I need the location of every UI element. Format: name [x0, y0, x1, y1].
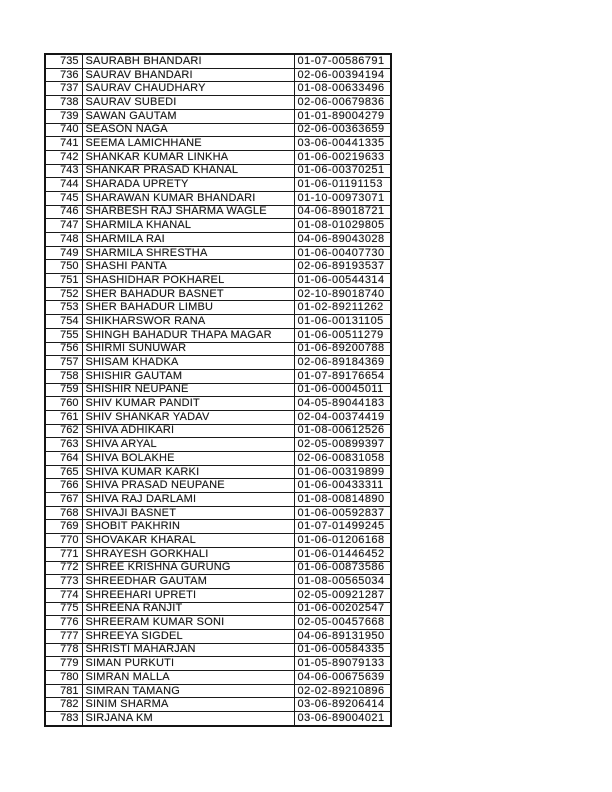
serial-number-cell: 768: [45, 506, 82, 520]
serial-number-cell: 737: [45, 82, 82, 96]
serial-number-cell: 780: [45, 671, 82, 685]
account-number-cell: 01-07-00586791: [294, 54, 391, 68]
table-row: [45, 164, 391, 178]
account-number-cell: 01-06-00202547: [294, 602, 391, 616]
name-cell: SHIV KUMAR PANDIT: [82, 397, 294, 411]
account-number-cell: 02-06-00363659: [294, 123, 391, 137]
name-cell: SHARBESH RAJ SHARMA WAGLE: [82, 205, 294, 219]
account-number-cell: 01-06-00873586: [294, 561, 391, 575]
name-cell: SHARMILA SHRESTHA: [82, 246, 294, 260]
name-cell: SHREEYA SIGDEL: [82, 629, 294, 643]
account-number-cell: 01-06-01191153: [294, 178, 391, 192]
table-row: [45, 150, 391, 164]
account-number-cell: 04-05-89044183: [294, 397, 391, 411]
account-number-cell: 01-06-00131105: [294, 315, 391, 329]
name-cell: SAURABH BHANDARI: [82, 54, 294, 68]
table-row: [45, 465, 391, 479]
account-number-cell: 01-01-89004279: [294, 109, 391, 123]
account-number-cell: 02-06-89184369: [294, 356, 391, 370]
serial-number-cell: 772: [45, 561, 82, 575]
serial-number-cell: 767: [45, 493, 82, 507]
serial-number-cell: 783: [45, 712, 82, 726]
serial-number-cell: 771: [45, 547, 82, 561]
serial-number-cell: 774: [45, 588, 82, 602]
table-row: [45, 588, 391, 602]
name-cell: SEEMA LAMICHHANE: [82, 137, 294, 151]
table-row: [45, 205, 391, 219]
table-row: [45, 356, 391, 370]
table-row: [45, 629, 391, 643]
serial-number-cell: 752: [45, 287, 82, 301]
name-cell: SIMRAN TAMANG: [82, 684, 294, 698]
serial-number-cell: 758: [45, 369, 82, 383]
name-cell: SHISHIR NEUPANE: [82, 383, 294, 397]
name-cell: SIMRAN MALLA: [82, 671, 294, 685]
table-row: [45, 123, 391, 137]
serial-number-cell: 743: [45, 164, 82, 178]
name-cell: SHOBIT PAKHRIN: [82, 520, 294, 534]
table-row: [45, 397, 391, 411]
table-row: [45, 424, 391, 438]
account-number-cell: 01-06-00433311: [294, 479, 391, 493]
serial-number-cell: 779: [45, 657, 82, 671]
name-cell: SHANKAR KUMAR LINKHA: [82, 150, 294, 164]
account-number-cell: 01-06-00045011: [294, 383, 391, 397]
table-row: [45, 684, 391, 698]
table-row: [45, 520, 391, 534]
account-number-cell: 01-06-00370251: [294, 164, 391, 178]
account-number-cell: 03-06-89004021: [294, 712, 391, 726]
name-cell: SHRISTI MAHARJAN: [82, 643, 294, 657]
serial-number-cell: 756: [45, 342, 82, 356]
name-cell: SHIVA BOLAKHE: [82, 452, 294, 466]
name-cell: SHIVA ARYAL: [82, 438, 294, 452]
table-row: [45, 96, 391, 110]
serial-number-cell: 762: [45, 424, 82, 438]
table-row: [45, 178, 391, 192]
account-number-cell: 04-06-89131950: [294, 629, 391, 643]
table-row: [45, 534, 391, 548]
name-cell: SAWAN GAUTAM: [82, 109, 294, 123]
name-cell: SIRJANA KM: [82, 712, 294, 726]
serial-number-cell: 770: [45, 534, 82, 548]
table-row: [45, 602, 391, 616]
serial-number-cell: 781: [45, 684, 82, 698]
serial-number-cell: 740: [45, 123, 82, 137]
serial-number-cell: 766: [45, 479, 82, 493]
serial-number-cell: 753: [45, 301, 82, 315]
serial-number-cell: 738: [45, 96, 82, 110]
account-number-cell: 01-10-00973071: [294, 191, 391, 205]
account-number-cell: 02-10-89018740: [294, 287, 391, 301]
account-number-cell: 02-05-00921287: [294, 588, 391, 602]
table-row: [45, 383, 391, 397]
table-row: [45, 698, 391, 712]
name-cell: SHASHI PANTA: [82, 260, 294, 274]
table-row: [45, 671, 391, 685]
table-row: [45, 68, 391, 82]
table-row: [45, 493, 391, 507]
roster-table-body: [45, 54, 391, 726]
table-row: [45, 82, 391, 96]
name-cell: SHARMILA KHANAL: [82, 219, 294, 233]
account-number-cell: 02-05-00899397: [294, 438, 391, 452]
name-cell: SHIVAJI BASNET: [82, 506, 294, 520]
serial-number-cell: 765: [45, 465, 82, 479]
serial-number-cell: 747: [45, 219, 82, 233]
serial-number-cell: 775: [45, 602, 82, 616]
account-number-cell: 01-08-01029805: [294, 219, 391, 233]
serial-number-cell: 776: [45, 616, 82, 630]
name-cell: SHIVA RAJ DARLAMI: [82, 493, 294, 507]
table-row: [45, 410, 391, 424]
account-number-cell: 01-06-00319899: [294, 465, 391, 479]
account-number-cell: 02-05-00457668: [294, 616, 391, 630]
table-row: [45, 109, 391, 123]
account-number-cell: 04-06-00675639: [294, 671, 391, 685]
table-row: [45, 342, 391, 356]
name-cell: SHIVA PRASAD NEUPANE: [82, 479, 294, 493]
serial-number-cell: 741: [45, 137, 82, 151]
serial-number-cell: 769: [45, 520, 82, 534]
name-cell: SHASHIDHAR POKHAREL: [82, 274, 294, 288]
table-row: [45, 233, 391, 247]
account-number-cell: 02-06-89193537: [294, 260, 391, 274]
account-number-cell: 01-08-00814890: [294, 493, 391, 507]
serial-number-cell: 782: [45, 698, 82, 712]
table-row: [45, 657, 391, 671]
name-cell: SEASON NAGA: [82, 123, 294, 137]
serial-number-cell: 742: [45, 150, 82, 164]
table-row: [45, 369, 391, 383]
serial-number-cell: 757: [45, 356, 82, 370]
name-cell: SHER BAHADUR BASNET: [82, 287, 294, 301]
name-cell: SHOVAKAR KHARAL: [82, 534, 294, 548]
name-cell: SIMAN PURKUTI: [82, 657, 294, 671]
account-number-cell: 01-06-01206168: [294, 534, 391, 548]
name-cell: SHARAWAN KUMAR BHANDARI: [82, 191, 294, 205]
serial-number-cell: 763: [45, 438, 82, 452]
table-row: [45, 54, 391, 68]
account-number-cell: 01-06-00219633: [294, 150, 391, 164]
name-cell: SHER BAHADUR LIMBU: [82, 301, 294, 315]
serial-number-cell: 748: [45, 233, 82, 247]
account-number-cell: 01-06-00584335: [294, 643, 391, 657]
account-number-cell: 01-08-00633496: [294, 82, 391, 96]
serial-number-cell: 735: [45, 54, 82, 68]
serial-number-cell: 750: [45, 260, 82, 274]
name-cell: SAURAV CHAUDHARY: [82, 82, 294, 96]
account-number-cell: 03-06-00441335: [294, 137, 391, 151]
account-number-cell: 01-06-01446452: [294, 547, 391, 561]
serial-number-cell: 751: [45, 274, 82, 288]
table-row: [45, 315, 391, 329]
serial-number-cell: 745: [45, 191, 82, 205]
table-row: [45, 452, 391, 466]
name-cell: SHANKAR PRASAD KHANAL: [82, 164, 294, 178]
account-number-cell: 02-04-00374419: [294, 410, 391, 424]
account-number-cell: 01-02-89211262: [294, 301, 391, 315]
table-row: [45, 712, 391, 726]
account-number-cell: 01-08-00565034: [294, 575, 391, 589]
name-cell: SHIV SHANKAR YADAV: [82, 410, 294, 424]
name-cell: SHIKHARSWOR RANA: [82, 315, 294, 329]
name-cell: SHREENA RANJIT: [82, 602, 294, 616]
name-cell: SHIVA KUMAR KARKI: [82, 465, 294, 479]
serial-number-cell: 744: [45, 178, 82, 192]
table-row: [45, 575, 391, 589]
name-cell: SHREEHARI UPRETI: [82, 588, 294, 602]
serial-number-cell: 759: [45, 383, 82, 397]
table-row: [45, 616, 391, 630]
serial-number-cell: 746: [45, 205, 82, 219]
table-row: [45, 643, 391, 657]
account-number-cell: 04-06-89018721: [294, 205, 391, 219]
table-row: [45, 274, 391, 288]
account-number-cell: 01-07-89176654: [294, 369, 391, 383]
account-number-cell: 01-08-00612526: [294, 424, 391, 438]
table-row: [45, 547, 391, 561]
account-number-cell: 01-06-00511279: [294, 328, 391, 342]
serial-number-cell: 755: [45, 328, 82, 342]
account-number-cell: 01-05-89079133: [294, 657, 391, 671]
account-number-cell: 01-07-01499245: [294, 520, 391, 534]
account-number-cell: 01-06-89200788: [294, 342, 391, 356]
name-cell: SHREERAM KUMAR SONI: [82, 616, 294, 630]
account-number-cell: 01-06-00592837: [294, 506, 391, 520]
table-row: [45, 328, 391, 342]
table-row: [45, 506, 391, 520]
table-row: [45, 260, 391, 274]
serial-number-cell: 773: [45, 575, 82, 589]
roster-table: [44, 53, 392, 727]
account-number-cell: 03-06-89206414: [294, 698, 391, 712]
serial-number-cell: 761: [45, 410, 82, 424]
serial-number-cell: 739: [45, 109, 82, 123]
table-row: [45, 287, 391, 301]
name-cell: SHARADA UPRETY: [82, 178, 294, 192]
name-cell: SHINGH BAHADUR THAPA MAGAR: [82, 328, 294, 342]
table-row: [45, 561, 391, 575]
account-number-cell: 02-06-00394194: [294, 68, 391, 82]
account-number-cell: 02-06-00831058: [294, 452, 391, 466]
account-number-cell: 01-06-00544314: [294, 274, 391, 288]
account-number-cell: 04-06-89043028: [294, 233, 391, 247]
table-row: [45, 301, 391, 315]
table-row: [45, 479, 391, 493]
serial-number-cell: 760: [45, 397, 82, 411]
name-cell: SINIM SHARMA: [82, 698, 294, 712]
account-number-cell: 02-06-00679836: [294, 96, 391, 110]
table-row: [45, 438, 391, 452]
name-cell: SAURAV SUBEDI: [82, 96, 294, 110]
serial-number-cell: 764: [45, 452, 82, 466]
name-cell: SHREEDHAR GAUTAM: [82, 575, 294, 589]
serial-number-cell: 749: [45, 246, 82, 260]
serial-number-cell: 736: [45, 68, 82, 82]
name-cell: SHARMILA RAI: [82, 233, 294, 247]
serial-number-cell: 777: [45, 629, 82, 643]
name-cell: SHREE KRISHNA GURUNG: [82, 561, 294, 575]
account-number-cell: 01-06-00407730: [294, 246, 391, 260]
serial-number-cell: 754: [45, 315, 82, 329]
name-cell: SHIRMI SUNUWAR: [82, 342, 294, 356]
serial-number-cell: 778: [45, 643, 82, 657]
table-row: [45, 191, 391, 205]
table-row: [45, 219, 391, 233]
table-row: [45, 246, 391, 260]
name-cell: SHIVA ADHIKARI: [82, 424, 294, 438]
name-cell: SHISHIR GAUTAM: [82, 369, 294, 383]
name-cell: SAURAV BHANDARI: [82, 68, 294, 82]
table-row: [45, 137, 391, 151]
name-cell: SHISAM KHADKA: [82, 356, 294, 370]
account-number-cell: 02-02-89210896: [294, 684, 391, 698]
name-cell: SHRAYESH GORKHALI: [82, 547, 294, 561]
